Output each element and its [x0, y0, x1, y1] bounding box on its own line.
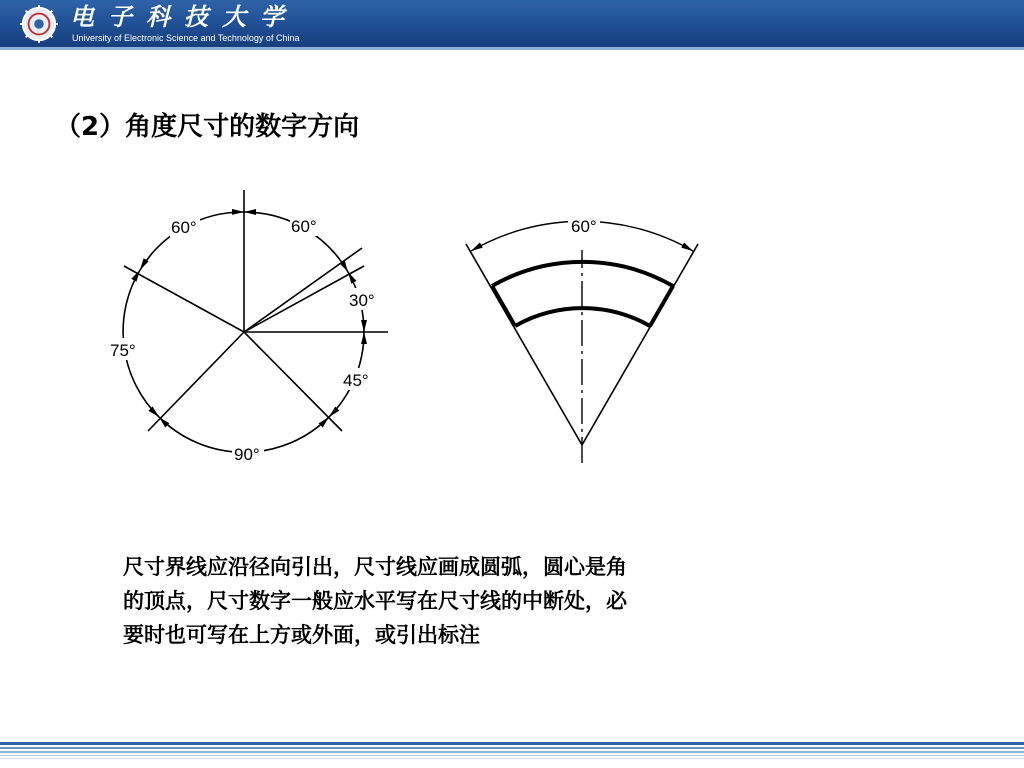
explanation-line: 尺寸界线应沿径向引出，尺寸线应画成圆弧，圆心是角: [123, 555, 627, 579]
university-name-english: University of Electronic Science and Technology of China: [72, 33, 300, 43]
sector-line-left: [466, 244, 582, 445]
explanation-line: 的顶点，尺寸数字一般应水平写在尺寸线的中断处，必: [123, 589, 627, 613]
label-60-left: 60°: [171, 218, 197, 237]
explanation-line: 要时也可写在上方或外面，或引出标注: [123, 623, 480, 647]
label-75: 75°: [110, 341, 136, 360]
radial-line-lower-left: [148, 332, 244, 431]
sector-edge-left: [492, 286, 515, 326]
right-figure: [466, 221, 698, 463]
label-60-right: 60°: [291, 217, 317, 236]
radial-line-60: [244, 248, 362, 332]
university-name-chinese: 电子科技大学: [70, 2, 298, 31]
slide-title: （2）角度尺寸的数字方向: [55, 112, 360, 142]
label-60-sector: 60°: [571, 217, 597, 236]
label-45: 45°: [343, 371, 369, 390]
footer-bar: [0, 740, 1024, 768]
radial-line-lower-right: [244, 332, 342, 431]
left-figure: [123, 190, 388, 452]
label-30: 30°: [349, 291, 375, 310]
explanation-text: [123, 550, 823, 652]
sector-edge-right: [650, 286, 673, 326]
label-90: 90°: [234, 445, 260, 464]
sector-line-right: [582, 244, 698, 445]
radial-line-upper-left: [124, 266, 244, 332]
